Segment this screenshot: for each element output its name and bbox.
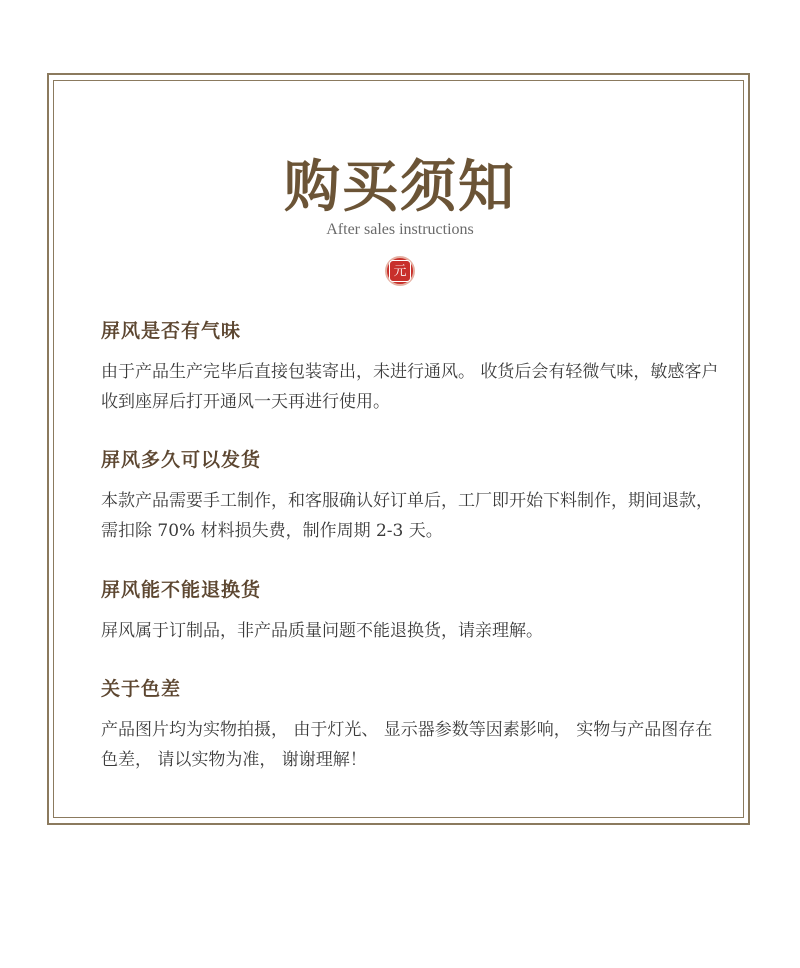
section-heading: 屏风多久可以发货	[101, 449, 262, 471]
section-body: 本款产品需要手工制作，和客服确认好订单后，工厂即开始下料制作，期间退款，需扣除 70% 材料损失费，制作周期 2-3 天。	[101, 491, 713, 541]
section-heading: 屏风能不能退换货	[101, 579, 262, 601]
section-body: 由于产品生产完毕后直接包装寄出，未进行通风。 收货后会有轻微气味，敏感客户收到座屏后打开通风一天再进行使用。	[101, 362, 719, 412]
section-returns	[101, 577, 721, 646]
page-title: 购买须知	[284, 154, 516, 220]
section-color-difference	[101, 676, 721, 775]
seal-character: 元	[389, 260, 411, 282]
section-heading: 关于色差	[101, 678, 182, 700]
seal-icon	[385, 256, 415, 286]
section-body: 屏风属于订制品，非产品质量问题不能退换货，请亲理解。	[101, 621, 543, 641]
section-heading: 屏风是否有气味	[101, 320, 242, 342]
section-shipping-time	[101, 447, 721, 546]
section-body: 产品图片均为实物拍摄， 由于灯光、 显示器参数等因素影响， 实物与产品图存在色差， 请以实物为准， 谢谢理解！	[101, 720, 713, 770]
section-odor	[101, 318, 721, 417]
page-subtitle: After sales instructions	[326, 221, 474, 238]
